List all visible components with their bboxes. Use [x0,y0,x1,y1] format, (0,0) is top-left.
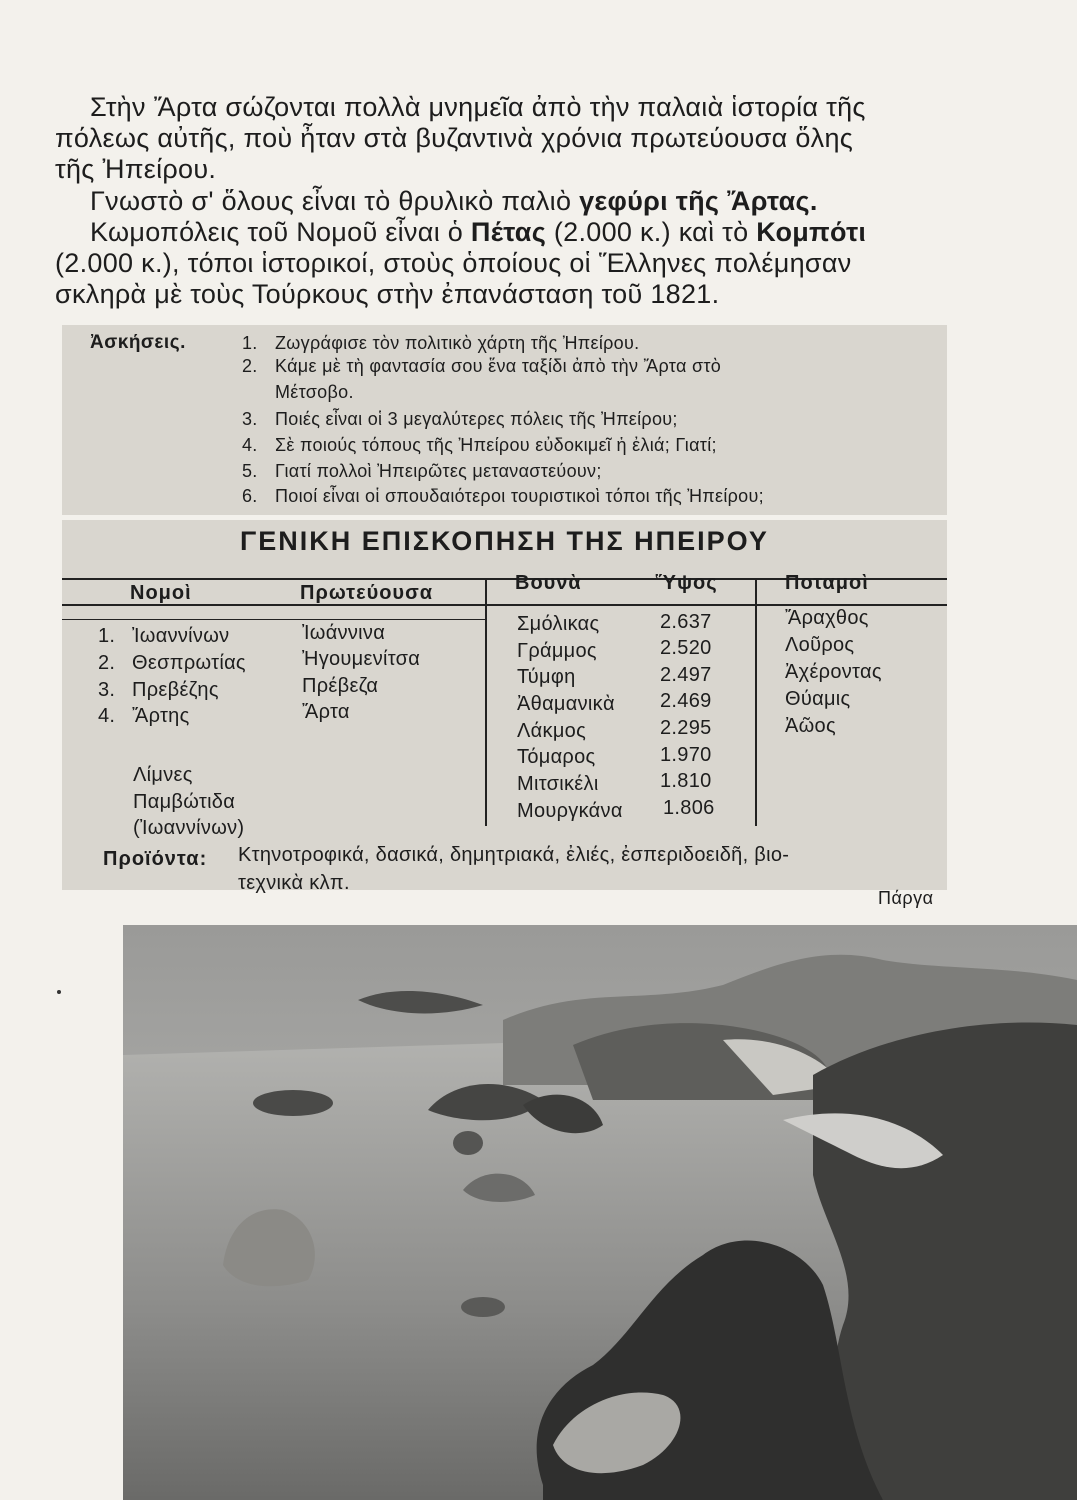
exercise-text: Γιατί πολλοὶ Ἠπειρῶτες μεταναστεύουν; [275,461,602,481]
parga-photo [123,925,1077,1500]
header-mountains: Βουνὰ [515,572,582,594]
exercise-text: Σὲ ποιούς τόπους τῆς Ἠπείρου εὐδοκιμεῖ ἡ ἐλιά; Γιατί; [275,435,717,455]
river-name: Λοῦρος [785,634,855,656]
mountain-name: Γράμμος [517,640,597,662]
products-text: Κτηνοτροφικά, δασικά, δημητριακά, ἐλιές, ἐσπεριδοειδῆ, βιο- [238,844,790,866]
mountain-height: 1.810 [660,770,712,792]
mountain-name: Τύμφη [517,666,576,688]
divider [755,578,757,826]
mountain-height: 1.970 [660,744,712,766]
capital-name: Ἰωάννινα [302,622,386,644]
text-line: τῆς Ἠπείρου. [55,154,217,184]
capital-name: Ἄρτα [302,701,350,723]
header-nomoi: Νομοὶ [130,582,192,604]
capital-name: Πρέβεζα [302,675,379,697]
islet [453,1131,483,1155]
mountain-height: 2.497 [660,664,712,686]
nomos-name: Θεσπρωτίας [132,652,246,674]
text-run: (2.000 κ.) καὶ τὸ [546,217,757,247]
lake-name: Παμβώτιδα [133,791,236,813]
divider [62,619,487,620]
mountain-name: Λάκμος [517,720,587,742]
parga-landscape [123,925,1077,1500]
nomos-name: Πρεβέζης [132,679,219,701]
mountain-height: 2.520 [660,637,712,659]
overview-title: ΓΕΝΙΚΗ ΕΠΙΣΚΟΠΗΣΗ ΤΗΣ ΗΠΕΙΡΟΥ [240,526,769,556]
exercise-text: Μέτσοβο. [275,382,354,402]
bold-text-petas: Πέτας [470,217,547,247]
lake-subtitle: (Ἰωαννίνων) [133,817,245,839]
river-name: Ἀχέροντας [785,661,882,683]
capital-name: Ἠγουμενίτσα [302,648,421,670]
nomos-name: Ἄρτης [132,705,190,727]
exercise-number: 6. [242,486,258,506]
text-line: Στὴν Ἄρτα σώζονται πολλὰ μνημεῖα ἀπὸ τὴν παλαιὰ ἱστορία τῆς [90,92,866,122]
exercises-title: Ἀσκήσεις. [90,332,186,353]
islet [461,1297,505,1317]
text-line: σκληρὰ μὲ τοὺς Τούρκους στὴν ἐπανάσταση τοῦ 1821. [55,279,720,309]
exercise-text: Ποιές εἶναι οἱ 3 μεγαλύτερες πόλεις τῆς Ἠπείρου; [275,409,678,429]
paragraph-towns [55,217,945,310]
exercise-number: 4. [242,435,258,455]
mountain-height: 2.469 [660,690,712,712]
text-line: (2.000 κ.), τόποι ἱστορικοί, στοὺς ὁποίους οἱ Ἕλληνες πολέμησαν [55,248,852,278]
exercise-number: 2. [242,356,258,376]
header-height: Ὕψος [655,572,718,594]
exercise-text: Κάμε μὲ τὴ φαντασία σου ἕνα ταξίδι ἀπὸ τὴν Ἄρτα στὸ [275,356,722,376]
bold-text-kompoti: Κομπότι [756,217,867,247]
text-run: Γνωστὸ σ' ὅλους εἶναι τὸ θρυλικὸ παλιὸ [90,186,580,216]
text-run: Κωμοπόλεις τοῦ Νομοῦ εἶναι ὁ [90,217,471,247]
mountain-height: 1.806 [663,797,715,819]
exercise-number: 3. [242,409,258,429]
mountain-name: Μουργκάνα [517,800,623,822]
mountain-name: Μιτσικέλι [517,773,599,795]
mountain-height: 2.295 [660,717,712,739]
exercise-number: 1. [242,333,258,353]
text-line: πόλεως αὐτῆς, ποὺ ἦταν στὰ βυζαντινὰ χρόνια πρωτεύουσα ὅλης [55,123,854,153]
river-name: Θύαμις [785,688,851,710]
exercise-number: 5. [242,461,258,481]
bold-text-bridge: γεφύρι τῆς Ἄρτας. [579,186,818,216]
header-capital: Πρωτεύουσα [300,582,434,604]
nomos-number: 1. [98,625,116,647]
products-label: Προϊόντα: [103,848,208,870]
islet [253,1090,333,1116]
nomos-name: Ἰωαννίνων [132,625,230,647]
paragraph-arta-monuments [55,92,945,185]
products-text: τεχνικὰ κλπ. [238,872,350,894]
paragraph-arta-bridge [55,186,945,217]
nomos-number: 4. [98,705,116,727]
mountain-name: Ἀθαμανικὰ [517,693,615,715]
river-name: Ἄραχθος [785,607,869,629]
exercise-text: Ζωγράφισε τὸν πολιτικὸ χάρτη τῆς Ἠπείρου. [275,333,640,353]
text-line [55,217,945,248]
mountain-name: Τόμαρος [517,746,596,768]
mountain-height: 2.637 [660,611,712,633]
mountain-name: Σμόλικας [517,613,600,635]
river-name: Ἀῶος [785,715,836,737]
divider [485,578,487,826]
nomos-number: 2. [98,652,116,674]
photo-caption: Πάργα [878,888,934,908]
exercise-text: Ποιοί εἶναι οἱ σπουδαιότεροι τουριστικοὶ τόποι τῆς Ἠπείρου; [275,486,764,506]
nomos-number: 3. [98,679,116,701]
lakes-title: Λίμνες [133,764,193,786]
header-rivers: Ποταμοὶ [785,572,869,594]
print-speck [57,990,61,994]
